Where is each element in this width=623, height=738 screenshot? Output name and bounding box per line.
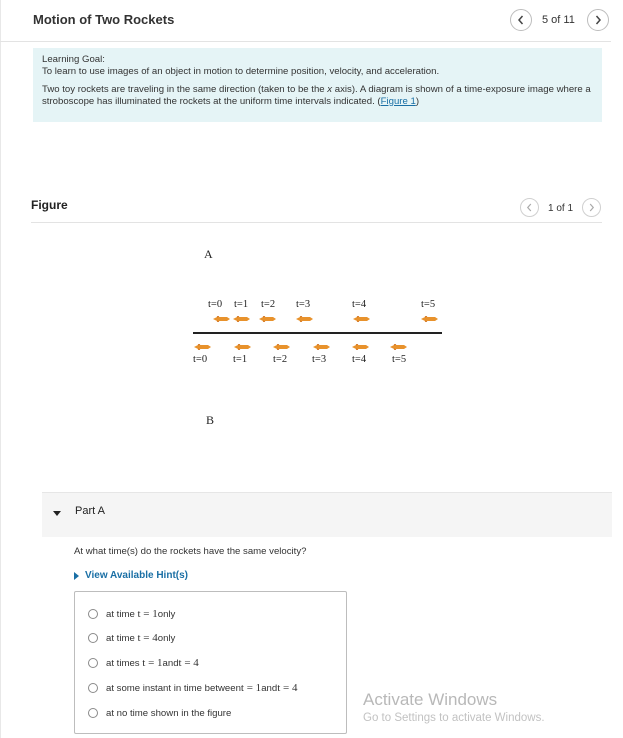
learning-goal-text: To learn to use images of an object in motion to determine position, velocity, and acceleration. — [42, 65, 440, 77]
option-t4-only[interactable] — [88, 631, 175, 645]
rocket-a-icon — [353, 316, 371, 322]
part-a-label: Part A — [75, 505, 105, 517]
option-math: t = 1 — [142, 657, 163, 669]
rocket-a-icon — [259, 316, 277, 322]
option-suffix: only — [157, 632, 176, 644]
figure-previous-button[interactable] — [520, 198, 539, 217]
rocket-a-time-label: t=5 — [421, 299, 436, 310]
rocket-a-time-label: t=2 — [261, 299, 276, 310]
rocket-b-time-label: t=1 — [233, 354, 248, 365]
description-part2: axis). A diagram is shown of a time-exposure image where a stroboscope has illuminated the rockets at the uniform time intervals indicated. ( — [42, 84, 591, 107]
option-prefix: at some instant in time between — [106, 682, 241, 694]
option-math2: t = 4 — [277, 682, 298, 694]
rocket-b-icon — [390, 344, 408, 350]
caret-down-icon — [53, 511, 61, 516]
option-prefix: at time — [106, 608, 135, 620]
option-mid: and — [162, 657, 179, 669]
answer-options — [74, 591, 347, 734]
chevron-left-icon — [517, 15, 525, 25]
radio-button[interactable] — [88, 609, 98, 619]
rocket-a-time-label: t=4 — [352, 299, 367, 310]
figure-title: Figure — [31, 198, 68, 212]
rocket-a-label: A — [204, 247, 213, 261]
question-text: At what time(s) do the rockets have the same velocity? — [74, 546, 307, 557]
rocket-b-time-label: t=3 — [312, 354, 327, 365]
rocket-a-icon — [421, 316, 439, 322]
option-math: t = 1 — [240, 682, 262, 694]
rocket-a-time-label: t=0 — [208, 299, 223, 310]
figure-next-button[interactable] — [582, 198, 601, 217]
rocket-diagram — [180, 240, 460, 440]
figure-counter: 1 of 1 — [548, 203, 574, 214]
learning-goal-box — [33, 48, 602, 122]
previous-item-button[interactable] — [510, 9, 532, 31]
option-suffix: only — [157, 608, 176, 620]
item-counter: 5 of 11 — [542, 14, 575, 26]
rocket-b-time-label: t=5 — [392, 354, 407, 365]
radio-button[interactable] — [88, 683, 98, 693]
option-between-t1-t4[interactable] — [88, 681, 297, 695]
rocket-b-icon — [194, 344, 212, 350]
rocket-b-label: B — [206, 413, 215, 427]
x-axis-line — [193, 332, 442, 334]
rocket-a-time-label: t=3 — [296, 299, 311, 310]
hint-link-label: View Available Hint(s) — [85, 570, 188, 581]
activate-windows-subtitle: Go to Settings to activate Windows. — [363, 712, 545, 724]
rocket-b-icon — [352, 344, 370, 350]
rocket-b-time-label: t=2 — [273, 354, 288, 365]
option-prefix: at times — [106, 657, 140, 669]
option-no-time[interactable] — [88, 706, 231, 720]
option-prefix: at no time shown in the figure — [106, 707, 232, 719]
rocket-b-time-label: t=0 — [193, 354, 208, 365]
figure-link[interactable]: Figure 1 — [380, 95, 416, 107]
caret-right-icon — [74, 572, 79, 580]
chevron-left-icon — [526, 203, 533, 212]
rocket-a-icon — [233, 316, 251, 322]
radio-button[interactable] — [88, 633, 98, 643]
option-t1-and-t4[interactable] — [88, 656, 199, 670]
description-axis: x — [327, 84, 333, 95]
rocket-b-icon — [273, 344, 291, 350]
header — [0, 0, 611, 42]
page-title: Motion of Two Rockets — [33, 12, 175, 27]
learning-goal-label: Learning Goal: — [42, 54, 105, 65]
rocket-b-time-label: t=4 — [352, 354, 367, 365]
option-mid: and — [261, 682, 278, 694]
rocket-b-icon — [313, 344, 331, 350]
rocket-b-icon — [234, 344, 252, 350]
part-a-header[interactable] — [42, 492, 612, 537]
radio-button[interactable] — [88, 708, 98, 718]
chevron-right-icon — [594, 15, 602, 25]
description-close: ) — [415, 95, 420, 107]
option-t1-only[interactable] — [88, 607, 175, 621]
rocket-a-icon — [296, 316, 314, 322]
radio-button[interactable] — [88, 658, 98, 668]
option-math2: t = 4 — [178, 657, 199, 669]
left-border — [0, 0, 1, 738]
description-part1: Two toy rockets are traveling in the same direction (taken to be the — [42, 84, 328, 95]
rocket-a-icon — [213, 316, 231, 322]
chevron-right-icon — [588, 203, 595, 212]
option-math: t = 1 — [137, 608, 158, 620]
activate-windows-title: Activate Windows — [363, 690, 498, 709]
rocket-a-time-label: t=1 — [234, 299, 249, 310]
option-prefix: at time — [106, 632, 135, 644]
hint-toggle[interactable] — [74, 570, 188, 581]
figure-divider — [31, 222, 602, 223]
next-item-button[interactable] — [587, 9, 609, 31]
option-math: t = 4 — [137, 632, 158, 644]
problem-description — [42, 84, 593, 107]
